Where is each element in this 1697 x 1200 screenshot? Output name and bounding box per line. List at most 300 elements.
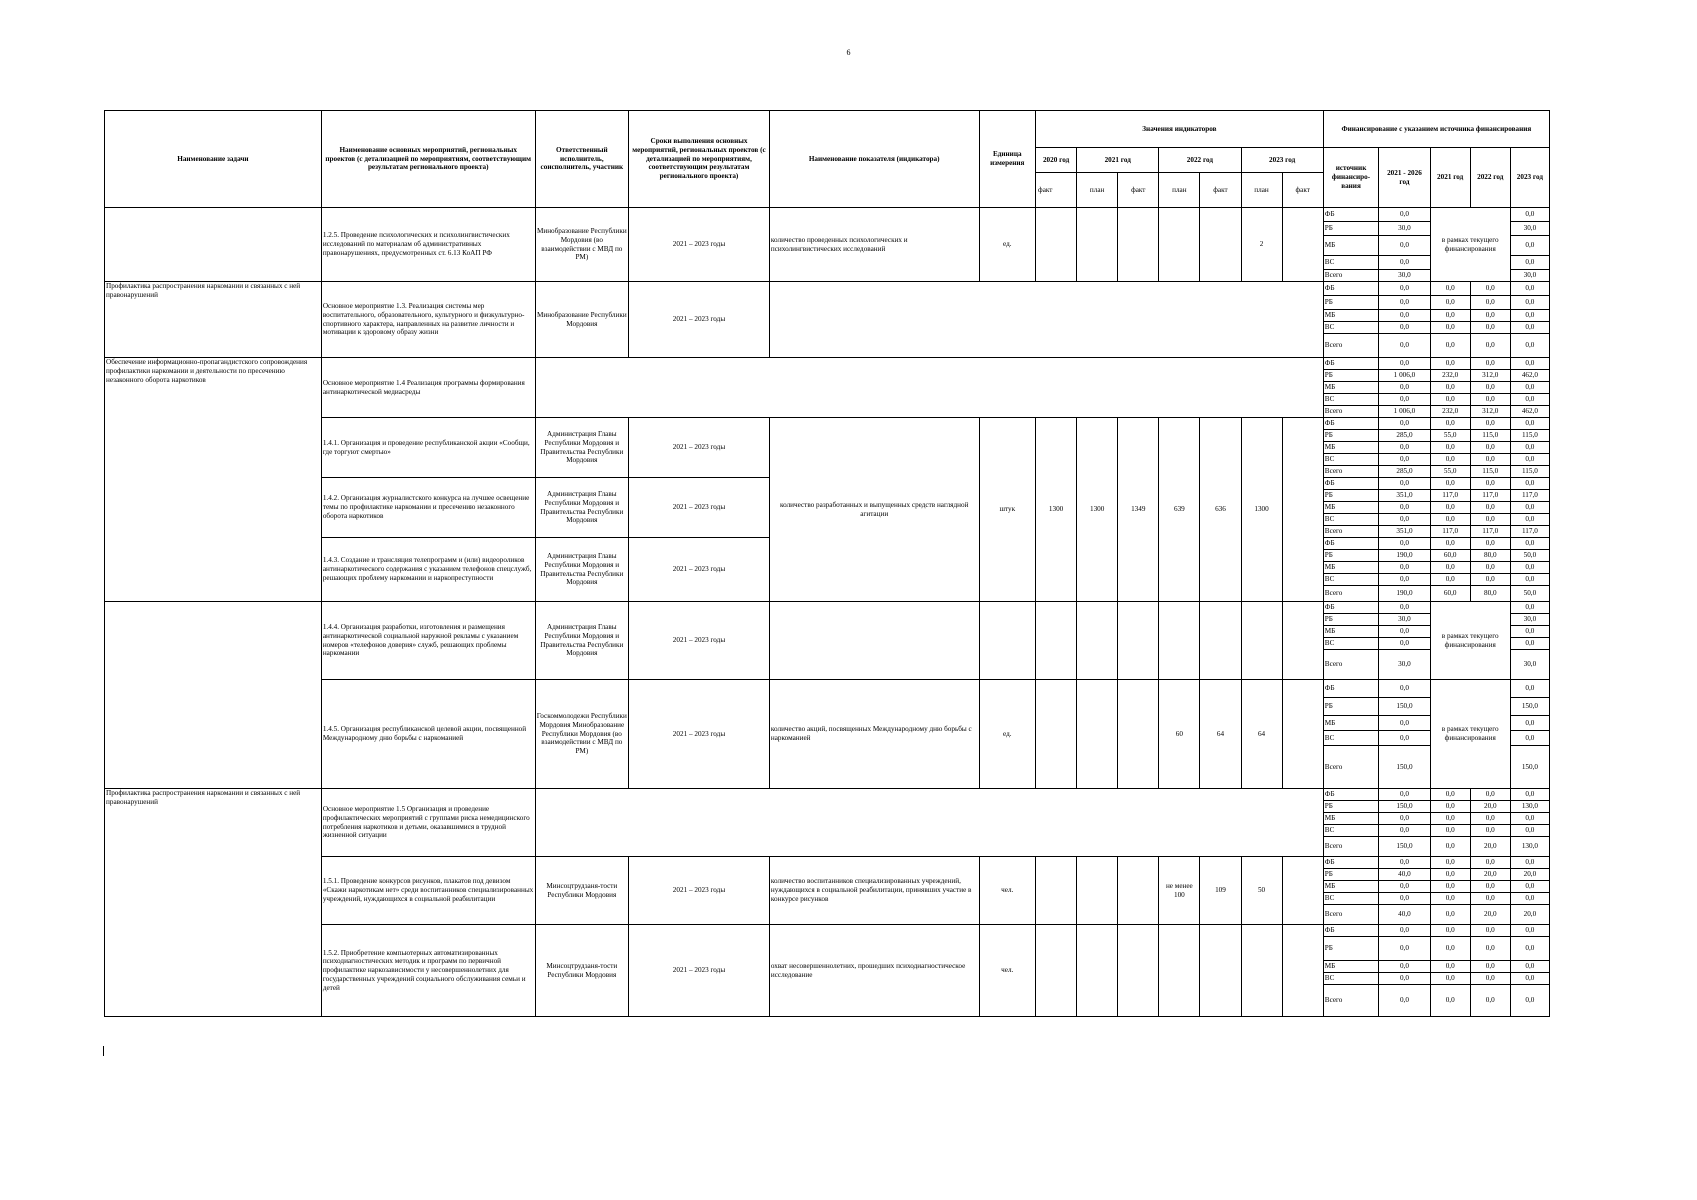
source-label: Всего xyxy=(1323,270,1378,282)
fin-total: 0,0 xyxy=(1379,813,1430,825)
fin-2022: 312,0 xyxy=(1470,370,1510,382)
task-cell: Профилактика распространения наркомании и связанных с ней правонарушений xyxy=(105,282,322,358)
fin-2021: 0,0 xyxy=(1430,538,1470,550)
value-2021-fact xyxy=(1118,857,1159,925)
fin-2023: 115,0 xyxy=(1510,466,1549,478)
measure-cell: 1.4.1. Организация и проведение республиканской акции «Сообщи, где торгуют смертью» xyxy=(321,418,535,478)
fin-2021: 232,0 xyxy=(1430,370,1470,382)
value-2021-plan xyxy=(1077,602,1118,680)
unit-cell: штук xyxy=(979,418,1036,602)
header-indicator: Наименование показателя (индикатора) xyxy=(769,111,979,208)
source-label: МБ xyxy=(1323,310,1378,322)
header-fin-2023: 2023 год xyxy=(1510,148,1549,208)
program-table xyxy=(104,110,1550,1017)
value-2022-plan xyxy=(1159,208,1200,282)
fin-total: 150,0 xyxy=(1379,698,1430,716)
header-unit: Единица измерения xyxy=(979,111,1036,208)
fin-2022: 0,0 xyxy=(1470,973,1510,985)
measure-cell: 1.4.5. Организация республиканской целевой акции, посвященной Международному дню борьбы с наркоманией xyxy=(321,680,535,789)
value-2023-plan: 1300 xyxy=(1241,418,1282,602)
fin-total: 0,0 xyxy=(1379,973,1430,985)
fin-2023: 0,0 xyxy=(1510,418,1549,430)
fin-2022: 0,0 xyxy=(1470,925,1510,937)
value-2022-plan: 60 xyxy=(1159,680,1200,789)
fin-2023: 0,0 xyxy=(1510,881,1549,893)
terms-cell: 2021 – 2023 годы xyxy=(629,208,770,282)
fin-total: 0,0 xyxy=(1379,334,1430,358)
fin-total: 30,0 xyxy=(1379,650,1430,680)
fin-2022: 20,0 xyxy=(1470,837,1510,857)
value-2020-fact xyxy=(1036,925,1077,1017)
header-terms: Сроки выполнения основных мероприятий, региональных проектов (с детализацией по мероприятиям, соответствующим результатам регионального проекта) xyxy=(629,111,770,208)
measure-cell: 1.4.3. Создание и трансляция телепрограмм и (или) видеороликов антинаркотического содержания с указанием телефонов спецслужб, решающих проблему наркомании и наркопреступности xyxy=(321,538,535,602)
source-label: ВС xyxy=(1323,256,1378,270)
fin-total: 40,0 xyxy=(1379,905,1430,925)
executor-cell: Администрация Главы Республики Мордовия и Правительства Республики Мордовия xyxy=(535,418,629,478)
fin-2023: 0,0 xyxy=(1510,322,1549,334)
source-label: РБ xyxy=(1323,869,1378,881)
fin-total: 0,0 xyxy=(1379,296,1430,310)
table-row xyxy=(105,680,1550,698)
source-label: Всего xyxy=(1323,406,1378,418)
executor-cell: Администрация Главы Республики Мордовия и Правительства Республики Мордовия xyxy=(535,602,629,680)
terms-cell: 2021 – 2023 годы xyxy=(629,602,770,680)
source-label: МБ xyxy=(1323,502,1378,514)
indicator-cell: количество акций, посвященных Международному дню борьбы с наркоманией xyxy=(769,680,979,789)
fin-2022: 0,0 xyxy=(1470,937,1510,961)
fin-2021: 0,0 xyxy=(1430,789,1470,801)
source-label: Всего xyxy=(1323,466,1378,478)
fin-2021: 0,0 xyxy=(1430,961,1470,973)
fin-total: 0,0 xyxy=(1379,961,1430,973)
value-2020-fact: 1300 xyxy=(1036,418,1077,602)
fin-2021: 0,0 xyxy=(1430,358,1470,370)
source-label: РБ xyxy=(1323,614,1378,626)
unit-cell: ед. xyxy=(979,208,1036,282)
fin-2022: 0,0 xyxy=(1470,282,1510,296)
fin-2021: 232,0 xyxy=(1430,406,1470,418)
fin-2023: 0,0 xyxy=(1510,813,1549,825)
source-label: Всего xyxy=(1323,837,1378,857)
source-label: ФБ xyxy=(1323,358,1378,370)
value-2023-fact xyxy=(1282,857,1323,925)
header-2022: 2022 год xyxy=(1159,148,1241,173)
fin-2021: 117,0 xyxy=(1430,526,1470,538)
value-2021-plan: 1300 xyxy=(1077,418,1118,602)
fin-2023: 0,0 xyxy=(1510,208,1549,222)
fin-2023: 30,0 xyxy=(1510,222,1549,236)
source-label: Всего xyxy=(1323,650,1378,680)
indicator-cell: количество воспитанников специализированных учреждений, нуждающихся в социальной реабилитации, принявших участие в конкурсе рисунков xyxy=(769,857,979,925)
fin-total: 1 006,0 xyxy=(1379,370,1430,382)
empty-indicator-span xyxy=(535,789,1323,857)
value-2023-plan: 64 xyxy=(1241,680,1282,789)
fin-2022: 0,0 xyxy=(1470,857,1510,869)
executor-cell: Минобразование Республики Мордовия (во взаимодействии с МВД по РМ) xyxy=(535,208,629,282)
unit-cell xyxy=(979,602,1036,680)
fin-2022: 115,0 xyxy=(1470,466,1510,478)
fin-2023: 0,0 xyxy=(1510,857,1549,869)
fin-2021: 0,0 xyxy=(1430,893,1470,905)
fin-total: 0,0 xyxy=(1379,680,1430,698)
fin-total: 0,0 xyxy=(1379,236,1430,256)
table-row xyxy=(105,358,1550,370)
fin-total: 0,0 xyxy=(1379,985,1430,1017)
fin-2022: 0,0 xyxy=(1470,985,1510,1017)
fin-2023: 50,0 xyxy=(1510,550,1549,562)
fin-2021: 0,0 xyxy=(1430,869,1470,881)
source-label: Всего xyxy=(1323,586,1378,602)
fin-2022: 0,0 xyxy=(1470,789,1510,801)
value-2023-plan: 2 xyxy=(1241,208,1282,282)
measure-cell: 1.2.5. Проведение психологических и психолингвистических исследований по материалам об административных правонарушениях, предусмотренных ст. 6.13 КоАП РФ xyxy=(321,208,535,282)
measure-cell: 1.4.4. Организация разработки, изготовления и размещения антинаркотической социальной наружной рекламы с указанием номеров «телефонов доверия» служб, решающих проблемы наркомании xyxy=(321,602,535,680)
fin-2022: 0,0 xyxy=(1470,478,1510,490)
fin-2023: 0,0 xyxy=(1510,514,1549,526)
fin-2023: 0,0 xyxy=(1510,358,1549,370)
fin-2021: 0,0 xyxy=(1430,813,1470,825)
fin-2023: 0,0 xyxy=(1510,925,1549,937)
measure-cell: Основное мероприятие 1.5 Организация и проведение профилактических мероприятий с группами риска немедицинского потребления наркотиков и детьми, оказавшимися в трудной жизненной ситуации xyxy=(321,789,535,857)
fin-total: 0,0 xyxy=(1379,893,1430,905)
fin-total: 0,0 xyxy=(1379,574,1430,586)
fin-total: 30,0 xyxy=(1379,270,1430,282)
source-label: МБ xyxy=(1323,961,1378,973)
source-label: РБ xyxy=(1323,490,1378,502)
header-task: Наименование задачи xyxy=(105,111,322,208)
fin-total: 30,0 xyxy=(1379,222,1430,236)
fin-total: 285,0 xyxy=(1379,430,1430,442)
fin-2023: 117,0 xyxy=(1510,490,1549,502)
table-row xyxy=(105,789,1550,801)
fin-2021: 0,0 xyxy=(1430,502,1470,514)
fin-2023: 50,0 xyxy=(1510,586,1549,602)
fin-2023: 0,0 xyxy=(1510,716,1549,731)
source-label: ФБ xyxy=(1323,857,1378,869)
fin-2021: 0,0 xyxy=(1430,973,1470,985)
header-2023: 2023 год xyxy=(1241,148,1323,173)
fin-2021: 60,0 xyxy=(1430,550,1470,562)
value-2023-fact xyxy=(1282,680,1323,789)
fin-2023: 0,0 xyxy=(1510,825,1549,837)
fin-total: 0,0 xyxy=(1379,478,1430,490)
fin-2021: 55,0 xyxy=(1430,466,1470,478)
table-row xyxy=(105,282,1550,296)
value-2022-fact xyxy=(1200,208,1241,282)
fin-total: 0,0 xyxy=(1379,418,1430,430)
fin-total: 150,0 xyxy=(1379,746,1430,789)
source-label: МБ xyxy=(1323,442,1378,454)
source-label: РБ xyxy=(1323,550,1378,562)
fin-2023: 0,0 xyxy=(1510,893,1549,905)
source-label: ФБ xyxy=(1323,538,1378,550)
terms-cell: 2021 – 2023 годы xyxy=(629,680,770,789)
empty-indicator-span xyxy=(769,282,1323,358)
fin-2023: 30,0 xyxy=(1510,650,1549,680)
fin-2021: 0,0 xyxy=(1430,514,1470,526)
task-cell xyxy=(105,602,322,789)
fin-2021: 0,0 xyxy=(1430,857,1470,869)
source-label: МБ xyxy=(1323,881,1378,893)
fin-2021: 0,0 xyxy=(1430,574,1470,586)
value-2022-fact: 109 xyxy=(1200,857,1241,925)
fin-total: 0,0 xyxy=(1379,881,1430,893)
fin-total: 30,0 xyxy=(1379,614,1430,626)
value-2022-fact xyxy=(1200,925,1241,1017)
fin-2023: 0,0 xyxy=(1510,626,1549,638)
source-label: Всего xyxy=(1323,526,1378,538)
fin-2021: 0,0 xyxy=(1430,394,1470,406)
fin-2021: 0,0 xyxy=(1430,418,1470,430)
fin-total: 0,0 xyxy=(1379,208,1430,222)
fin-2023: 117,0 xyxy=(1510,526,1549,538)
fin-2022: 20,0 xyxy=(1470,869,1510,881)
value-2021-fact xyxy=(1118,208,1159,282)
indicator-cell: количество разработанных и выпущенных средств наглядной агитации xyxy=(769,418,979,602)
current-financing-note: в рамках текущего финансирования xyxy=(1430,602,1510,680)
header-2020: 2020 год xyxy=(1036,148,1077,173)
fin-2021: 0,0 xyxy=(1430,925,1470,937)
fin-2022: 0,0 xyxy=(1470,382,1510,394)
source-label: ВС xyxy=(1323,731,1378,746)
fin-2022: 80,0 xyxy=(1470,586,1510,602)
fin-2023: 0,0 xyxy=(1510,442,1549,454)
fin-2023: 0,0 xyxy=(1510,296,1549,310)
fin-2023: 115,0 xyxy=(1510,430,1549,442)
source-label: ВС xyxy=(1323,454,1378,466)
value-2020-fact xyxy=(1036,208,1077,282)
terms-cell: 2021 – 2023 годы xyxy=(629,282,770,358)
fin-2023: 150,0 xyxy=(1510,746,1549,789)
value-2023-plan xyxy=(1241,602,1282,680)
fin-2023: 0,0 xyxy=(1510,256,1549,270)
fin-2022: 0,0 xyxy=(1470,538,1510,550)
fin-2023: 30,0 xyxy=(1510,270,1549,282)
source-label: МБ xyxy=(1323,716,1378,731)
value-2021-plan xyxy=(1077,208,1118,282)
value-2022-plan xyxy=(1159,602,1200,680)
fin-2023: 0,0 xyxy=(1510,985,1549,1017)
header-2021: 2021 год xyxy=(1077,148,1159,173)
fin-2022: 0,0 xyxy=(1470,334,1510,358)
fin-2022: 115,0 xyxy=(1470,430,1510,442)
fin-2023: 0,0 xyxy=(1510,789,1549,801)
fin-2022: 0,0 xyxy=(1470,514,1510,526)
fin-2022: 0,0 xyxy=(1470,881,1510,893)
fin-2022: 0,0 xyxy=(1470,418,1510,430)
source-label: ФБ xyxy=(1323,602,1378,614)
fin-2021: 0,0 xyxy=(1430,442,1470,454)
fin-2023: 0,0 xyxy=(1510,502,1549,514)
fin-total: 0,0 xyxy=(1379,937,1430,961)
fin-2023: 0,0 xyxy=(1510,973,1549,985)
executor-cell: Минсоцтрудзаня-тости Республики Мордовия xyxy=(535,925,629,1017)
source-label: ВС xyxy=(1323,973,1378,985)
fin-2022: 0,0 xyxy=(1470,893,1510,905)
source-label: МБ xyxy=(1323,382,1378,394)
fin-total: 190,0 xyxy=(1379,550,1430,562)
fin-total: 0,0 xyxy=(1379,731,1430,746)
value-2021-fact xyxy=(1118,602,1159,680)
header-2023-fact: факт xyxy=(1282,173,1323,208)
fin-total: 285,0 xyxy=(1379,466,1430,478)
source-label: РБ xyxy=(1323,937,1378,961)
table-row xyxy=(105,418,1550,430)
source-label: ВС xyxy=(1323,638,1378,650)
fin-2021: 0,0 xyxy=(1430,837,1470,857)
fin-2021: 117,0 xyxy=(1430,490,1470,502)
fin-2021: 0,0 xyxy=(1430,334,1470,358)
fin-total: 0,0 xyxy=(1379,310,1430,322)
fin-2023: 0,0 xyxy=(1510,731,1549,746)
current-financing-note: в рамках текущего финансирования xyxy=(1430,680,1510,789)
fin-2021: 0,0 xyxy=(1430,562,1470,574)
source-label: Всего xyxy=(1323,985,1378,1017)
table-row xyxy=(105,857,1550,869)
fin-total: 0,0 xyxy=(1379,394,1430,406)
value-2021-fact xyxy=(1118,925,1159,1017)
source-label: ФБ xyxy=(1323,789,1378,801)
fin-2022: 0,0 xyxy=(1470,574,1510,586)
fin-2023: 0,0 xyxy=(1510,961,1549,973)
value-2022-plan: 639 xyxy=(1159,418,1200,602)
header-measures: Наименование основных мероприятий, региональных проектов (с детализацией по мероприятиям, соответствующим результатам регионального проекта) xyxy=(321,111,535,208)
header-2021-2026: 2021 - 2026 год xyxy=(1379,148,1430,208)
source-label: РБ xyxy=(1323,296,1378,310)
fin-2023: 0,0 xyxy=(1510,937,1549,961)
unit-cell: чел. xyxy=(979,925,1036,1017)
fin-2021: 0,0 xyxy=(1430,296,1470,310)
terms-cell: 2021 – 2023 годы xyxy=(629,478,770,538)
fin-2021: 0,0 xyxy=(1430,382,1470,394)
fin-2023: 20,0 xyxy=(1510,905,1549,925)
fin-2023: 0,0 xyxy=(1510,236,1549,256)
executor-cell: Минсоцтрудзаня-тости Республики Мордовия xyxy=(535,857,629,925)
header-executor: Ответственный исполнитель, соисполнитель, участник xyxy=(535,111,629,208)
source-label: РБ xyxy=(1323,801,1378,813)
value-2021-plan xyxy=(1077,680,1118,789)
fin-2021: 60,0 xyxy=(1430,586,1470,602)
current-financing-note: в рамках текущего финансирования xyxy=(1430,208,1510,282)
source-label: ФБ xyxy=(1323,925,1378,937)
source-label: ФБ xyxy=(1323,478,1378,490)
terms-cell: 2021 – 2023 годы xyxy=(629,857,770,925)
source-label: МБ xyxy=(1323,562,1378,574)
fin-total: 0,0 xyxy=(1379,716,1430,731)
fin-2023: 0,0 xyxy=(1510,574,1549,586)
fin-total: 1 006,0 xyxy=(1379,406,1430,418)
executor-cell: Госкоммолодежи Республики Мордовия Минобразование Республики Мордовия (во взаимодействии с МВД по РМ) xyxy=(535,680,629,789)
fin-2023: 0,0 xyxy=(1510,638,1549,650)
fin-2021: 0,0 xyxy=(1430,322,1470,334)
task-cell xyxy=(105,208,322,282)
fin-2023: 0,0 xyxy=(1510,310,1549,322)
fin-total: 0,0 xyxy=(1379,502,1430,514)
continuation-line xyxy=(103,1046,104,1056)
fin-total: 150,0 xyxy=(1379,801,1430,813)
value-2020-fact xyxy=(1036,602,1077,680)
source-label: ВС xyxy=(1323,514,1378,526)
source-label: МБ xyxy=(1323,626,1378,638)
header-row xyxy=(105,111,1550,148)
fin-2023: 0,0 xyxy=(1510,282,1549,296)
fin-2022: 0,0 xyxy=(1470,322,1510,334)
value-2021-plan xyxy=(1077,925,1118,1017)
source-label: ВС xyxy=(1323,322,1378,334)
fin-2023: 0,0 xyxy=(1510,602,1549,614)
terms-cell: 2021 – 2023 годы xyxy=(629,538,770,602)
page-number: 6 xyxy=(846,48,851,57)
executor-cell: Администрация Главы Республики Мордовия и Правительства Республики Мордовия xyxy=(535,478,629,538)
unit-cell: ед. xyxy=(979,680,1036,789)
fin-total: 0,0 xyxy=(1379,857,1430,869)
task-cell: Обеспечение информационно-пропагандистского сопровождения профилактики наркомании и деятельности по пресечению незаконного оборота наркотиков xyxy=(105,358,322,602)
fin-2022: 80,0 xyxy=(1470,550,1510,562)
fin-total: 0,0 xyxy=(1379,256,1430,270)
task-cell: Профилактика распространения наркомании и связанных с ней правонарушений xyxy=(105,789,322,1017)
fin-2023: 130,0 xyxy=(1510,837,1549,857)
fin-2022: 117,0 xyxy=(1470,526,1510,538)
measure-cell: 1.4.2. Организация журналистского конкурса на лучшее освещение темы по профилактике наркомании и пресечению незаконного оборота наркотиков xyxy=(321,478,535,538)
header-source: источник финансиро-вания xyxy=(1323,148,1378,208)
header-2023-plan: план xyxy=(1241,173,1282,208)
fin-2023: 0,0 xyxy=(1510,680,1549,698)
fin-2021: 0,0 xyxy=(1430,937,1470,961)
source-label: РБ xyxy=(1323,222,1378,236)
value-2022-fact: 636 xyxy=(1200,418,1241,602)
header-2022-fact: факт xyxy=(1200,173,1241,208)
fin-total: 40,0 xyxy=(1379,869,1430,881)
fin-2023: 0,0 xyxy=(1510,334,1549,358)
value-2023-plan xyxy=(1241,925,1282,1017)
executor-cell: Администрация Главы Республики Мордовия и Правительства Республики Мордовия xyxy=(535,538,629,602)
table-row xyxy=(105,925,1550,937)
indicator-cell: количество проведенных психологических и психолингвистических исследований xyxy=(769,208,979,282)
fin-2021: 0,0 xyxy=(1430,282,1470,296)
fin-2021: 0,0 xyxy=(1430,478,1470,490)
fin-total: 0,0 xyxy=(1379,638,1430,650)
unit-cell: чел. xyxy=(979,857,1036,925)
header-2020-fact: факт xyxy=(1036,173,1077,208)
source-label: ФБ xyxy=(1323,680,1378,698)
measure-cell: 1.5.1. Проведение конкурсов рисунков, плакатов под девизом «Скажи наркотикам нет» среди воспитанников специализированных учреждений, нуждающихся в социальной реабилитации xyxy=(321,857,535,925)
value-2023-fact xyxy=(1282,418,1323,602)
fin-2023: 0,0 xyxy=(1510,382,1549,394)
fin-2023: 0,0 xyxy=(1510,394,1549,406)
fin-2022: 0,0 xyxy=(1470,825,1510,837)
fin-2023: 0,0 xyxy=(1510,454,1549,466)
terms-cell: 2021 – 2023 годы xyxy=(629,925,770,1017)
fin-2022: 20,0 xyxy=(1470,801,1510,813)
fin-2022: 0,0 xyxy=(1470,296,1510,310)
fin-2021: 0,0 xyxy=(1430,801,1470,813)
source-label: МБ xyxy=(1323,813,1378,825)
fin-2021: 0,0 xyxy=(1430,825,1470,837)
fin-2021: 0,0 xyxy=(1430,454,1470,466)
fin-total: 150,0 xyxy=(1379,837,1430,857)
value-2023-fact xyxy=(1282,208,1323,282)
value-2023-fact xyxy=(1282,602,1323,680)
fin-total: 0,0 xyxy=(1379,358,1430,370)
fin-2022: 20,0 xyxy=(1470,905,1510,925)
fin-2022: 0,0 xyxy=(1470,562,1510,574)
value-2023-fact xyxy=(1282,925,1323,1017)
fin-2021: 0,0 xyxy=(1430,985,1470,1017)
fin-2023: 0,0 xyxy=(1510,562,1549,574)
source-label: ВС xyxy=(1323,394,1378,406)
fin-total: 0,0 xyxy=(1379,282,1430,296)
value-2022-fact xyxy=(1200,602,1241,680)
